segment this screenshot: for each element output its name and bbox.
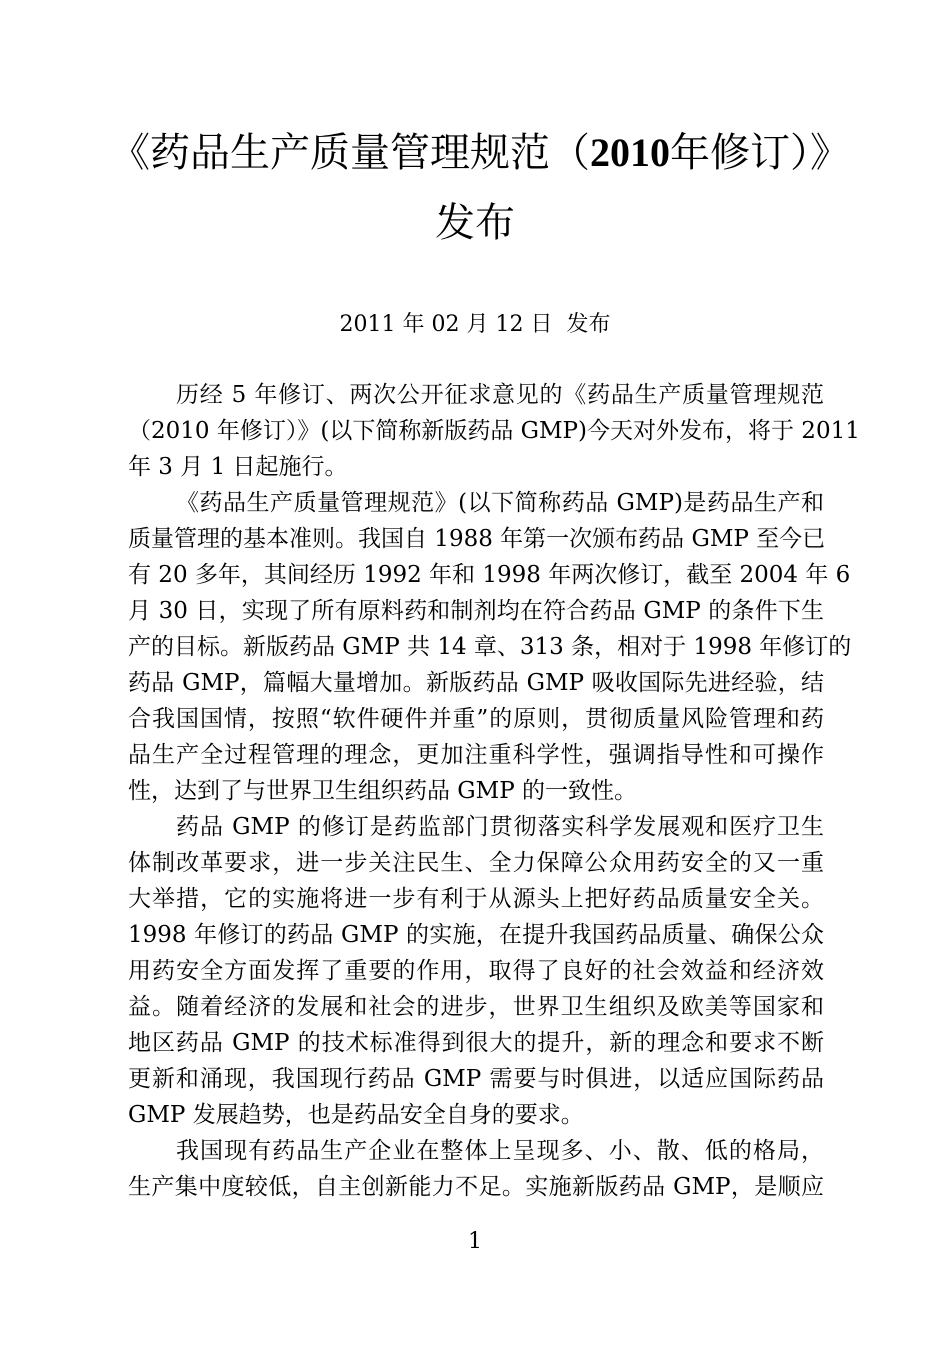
paragraph-line: 月 30 日，实现了所有原料药和制剂均在符合药品 GMP 的条件下生	[128, 598, 824, 624]
paragraph-line: 药品 GMP，篇幅大量增加。新版药品 GMP 吸收国际先进经验，结	[128, 670, 824, 696]
paragraph-3	[128, 809, 824, 1133]
title-suffix: 年修订）》	[670, 130, 850, 176]
paragraph-line: 质量管理的基本准则。我国自 1988 年第一次颁布药品 GMP 至今已	[128, 526, 826, 552]
page-number: 1	[468, 1229, 482, 1254]
paragraph-line: 年 3 月 1 日起施行。	[128, 454, 348, 480]
paragraph-line: 性，达到了与世界卫生组织药品 GMP 的一致性。	[128, 778, 638, 804]
paragraph-line: 更新和涌现，我国现行药品 GMP 需要与时俱进，以适应国际药品	[128, 1066, 824, 1092]
publish-date: 2011 年 02 月 12 日 发布	[339, 312, 611, 337]
paragraph-line: 生产集中度较低，自主创新能力不足。实施新版药品 GMP，是顺应	[128, 1174, 824, 1200]
paragraph-line: 合我国国情，按照“软件硬件并重”的原则，贯彻质量风险管理和药	[128, 706, 824, 732]
paragraph-line: 药品 GMP 的修订是药监部门贯彻落实科学发展观和医疗卫生	[176, 814, 824, 840]
paragraph-line: 益。随着经济的发展和社会的进步，世界卫生组织及欧美等国家和	[128, 994, 824, 1020]
paragraph-line: （2010 年修订）》(以下简称新版药品 GMP)今天对外发布，将于 2011	[128, 418, 860, 444]
title-prefix: 《药品生产质量管理规范（	[110, 130, 590, 176]
paragraph-line: 1998 年修订的药品 GMP 的实施，在提升我国药品质量、确保公众	[128, 922, 824, 948]
paragraph-line: 有 20 多年，其间经历 1992 年和 1998 年两次修订，截至 2004 年 6	[128, 562, 851, 588]
paragraph-line: 用药安全方面发挥了重要的作用，取得了良好的社会效益和经济效	[128, 958, 824, 984]
paragraph-line: 体制改革要求，进一步关注民生、全力保障公众用药安全的又一重	[128, 850, 824, 876]
paragraph-line: 《药品生产质量管理规范》(以下简称药品 GMP)是药品生产和	[176, 490, 824, 516]
paragraph-line: 地区药品 GMP 的技术标准得到很大的提升，新的理念和要求不断	[128, 1030, 824, 1056]
paragraph-line: 历经 5 年修订、两次公开征求意见的《药品生产质量管理规范	[176, 382, 824, 408]
document-body	[128, 377, 860, 1205]
document-title-line-2: 发布	[435, 200, 515, 246]
paragraph-1	[128, 377, 860, 485]
paragraph-2	[128, 485, 852, 809]
paragraph-line: GMP 发展趋势，也是药品安全自身的要求。	[128, 1102, 584, 1128]
paragraph-4	[128, 1133, 824, 1205]
paragraph-line: 产的目标。新版药品 GMP 共 14 章、313 条，相对于 1998 年修订的	[128, 634, 852, 660]
paragraph-line: 品生产全过程管理的理念，更加注重科学性，强调指导性和可操作	[128, 742, 824, 768]
paragraph-line: 大举措，它的实施将进一步有利于从源头上把好药品质量安全关。	[128, 886, 824, 912]
document-title-line-1	[110, 130, 850, 176]
paragraph-line: 我国现有药品生产企业在整体上呈现多、小、散、低的格局，	[176, 1138, 824, 1164]
title-year: 2010	[590, 130, 670, 175]
